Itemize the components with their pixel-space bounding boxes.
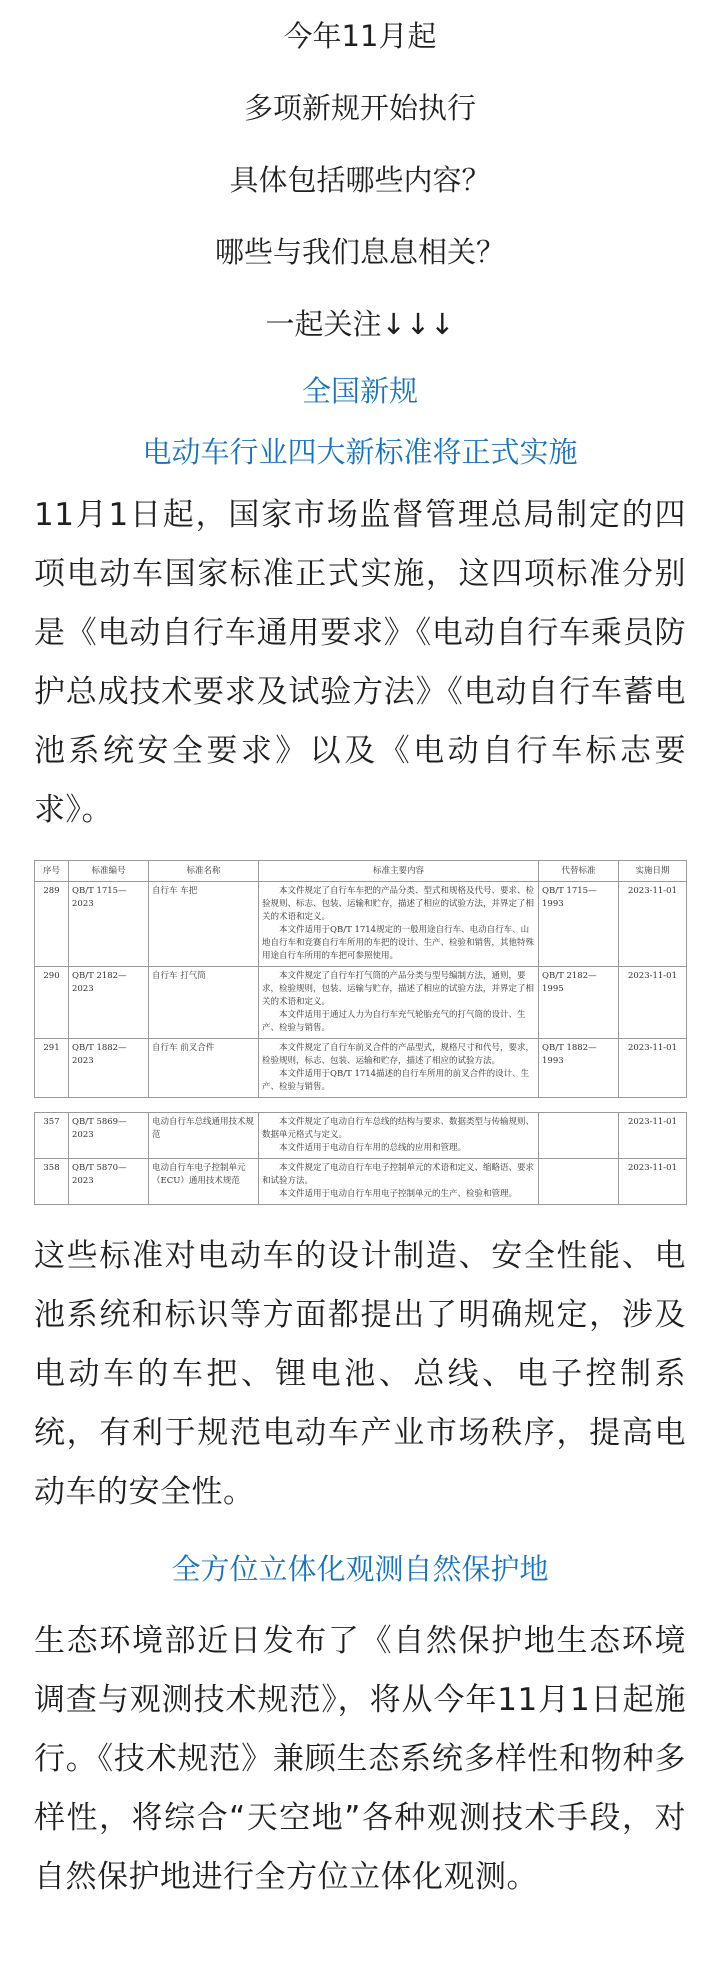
table-row bbox=[35, 1159, 687, 1205]
section-title: 全国新规 bbox=[301, 374, 418, 408]
section-subtitle: 全方位立体化观测自然保护地 bbox=[171, 1552, 549, 1586]
cell-no: 357 bbox=[35, 1113, 69, 1159]
table-row bbox=[35, 1113, 687, 1159]
table-header: 标准名称 bbox=[149, 861, 259, 882]
content-text: 本文件规定了自行车前叉合件的产品型式，规格尺寸和代号，要求，检验规则，标志、包装、运输和贮存，描述了相应的试验方法。 bbox=[262, 1043, 535, 1066]
cell-content bbox=[259, 1039, 539, 1098]
table-header: 标准主要内容 bbox=[259, 861, 539, 882]
table-row bbox=[35, 967, 687, 1039]
table-header: 标准编号 bbox=[69, 861, 149, 882]
content-text: 本文件规定了电动自行车总线的结构与要求、数据类型与传输规则、数据单元格式与定义。 bbox=[262, 1117, 535, 1140]
cell-no: 291 bbox=[35, 1039, 69, 1098]
content-text: 本文件适用于电动自行车用电子控制单元的生产、检验和管理。 bbox=[279, 1189, 518, 1199]
intro-line: 具体包括哪些内容？ bbox=[229, 163, 491, 197]
cell-code: QB/T 5869—2023 bbox=[69, 1113, 149, 1159]
cell-code: QB/T 1882—2023 bbox=[69, 1039, 149, 1098]
standards-table-part-b bbox=[34, 1112, 687, 1205]
cell-no: 290 bbox=[35, 967, 69, 1039]
cell-date: 2023-11-01 bbox=[619, 882, 687, 967]
intro-line: 一起关注↓↓↓ bbox=[265, 307, 455, 341]
cell-no: 358 bbox=[35, 1159, 69, 1205]
cell-name: 自行车 车把 bbox=[149, 882, 259, 967]
content-text: 本文件规定了自行车车把的产品分类、型式和规格及代号、要求、检验规则、标志、包装、运输和贮存，描述了相应的试验方法，并界定了相关的术语和定义。 bbox=[262, 886, 535, 922]
content-text: 本文件规定了自行车打气筒的产品分类与型号编制方法，通则，要求，检验规则，包装、运输与贮存，描述了相应的试验方法，并界定了相关的术语和定义。 bbox=[262, 971, 535, 1007]
cell-replaces bbox=[539, 1113, 619, 1159]
cell-no: 289 bbox=[35, 882, 69, 967]
cell-date: 2023-11-01 bbox=[619, 1039, 687, 1098]
cell-date: 2023-11-01 bbox=[619, 967, 687, 1039]
intro-line: 多项新规开始执行 bbox=[243, 91, 476, 125]
content-text: 本文件适用于QB/T 1714描述的自行车所用的前叉合件的设计、生产、检验与销售。 bbox=[262, 1069, 530, 1092]
cell-name: 自行车 前叉合件 bbox=[149, 1039, 259, 1098]
cell-replaces bbox=[539, 1159, 619, 1205]
cell-code: QB/T 1715—2023 bbox=[69, 882, 149, 967]
paragraph: 11月1日起，国家市场监督管理总局制定的四项电动车国家标准正式实施，这四项标准分别是《电动自行车通用要求》《电动自行车乘员防护总成技术要求及试验方法》《电动自行车蓄电池系统安全要求》以及《电动自行车标志要求》。 bbox=[34, 497, 686, 828]
cell-content bbox=[259, 967, 539, 1039]
table-row bbox=[35, 1039, 687, 1098]
table-header: 序号 bbox=[35, 861, 69, 882]
content-text: 本文件适用于电动自行车用的总线的应用和管理。 bbox=[279, 1143, 467, 1153]
cell-replaces: QB/T 1882—1993 bbox=[539, 1039, 619, 1098]
intro-line: 今年11月起 bbox=[283, 19, 437, 53]
content-text: 本文件规定了电动自行车电子控制单元的术语和定义、缩略语、要求和试验方法。 bbox=[262, 1163, 535, 1186]
content-text: 本文件适用于QB/T 1714规定的一般用途自行车、电动自行车、山地自行车和竞赛自行车所用的车把的设计、生产、检验和销售，其他特殊用途自行车所用的车把可参照使用。 bbox=[262, 925, 535, 961]
content-text: 本文件适用于通过人力为自行车充气轮胎充气的打气筒的设计、生产、检验与销售。 bbox=[262, 1010, 526, 1033]
cell-code: QB/T 5870—2023 bbox=[69, 1159, 149, 1205]
paragraph: 这些标准对电动车的设计制造、安全性能、电池系统和标识等方面都提出了明确规定，涉及电动车的车把、锂电池、总线、电子控制系统，有利于规范电动车产业市场秩序，提高电动车的安全性。 bbox=[34, 1238, 686, 1510]
standards-table-part-a bbox=[34, 860, 687, 1098]
table-gap bbox=[34, 1098, 686, 1112]
cell-code: QB/T 2182—2023 bbox=[69, 967, 149, 1039]
cell-content bbox=[259, 1113, 539, 1159]
cell-name: 自行车 打气筒 bbox=[149, 967, 259, 1039]
cell-name: 电动自行车电子控制单元（ECU）通用技术规范 bbox=[149, 1159, 259, 1205]
table-row bbox=[35, 882, 687, 967]
cell-name: 电动自行车总线通用技术规范 bbox=[149, 1113, 259, 1159]
table-header-row bbox=[35, 861, 687, 882]
intro-lines bbox=[0, 0, 720, 360]
cell-replaces: QB/T 2182—1995 bbox=[539, 967, 619, 1039]
table-header: 实施日期 bbox=[619, 861, 687, 882]
intro-line: 哪些与我们息息相关？ bbox=[214, 235, 505, 269]
cell-content bbox=[259, 1159, 539, 1205]
standards-table bbox=[34, 860, 686, 1205]
section-subtitle: 电动车行业四大新标准将正式实施 bbox=[142, 435, 578, 469]
cell-date: 2023-11-01 bbox=[619, 1159, 687, 1205]
cell-replaces: QB/T 1715—1993 bbox=[539, 882, 619, 967]
cell-date: 2023-11-01 bbox=[619, 1113, 687, 1159]
paragraph: 生态环境部近日发布了《自然保护地生态环境调查与观测技术规范》，将从今年11月1日起施行。《技术规范》兼顾生态系统多样性和物种多样性，将综合“天空地”各种观测技术手段，对自然保护地进行全方位立体化观测。 bbox=[34, 1623, 686, 1895]
cell-content bbox=[259, 882, 539, 967]
table-header: 代替标准 bbox=[539, 861, 619, 882]
